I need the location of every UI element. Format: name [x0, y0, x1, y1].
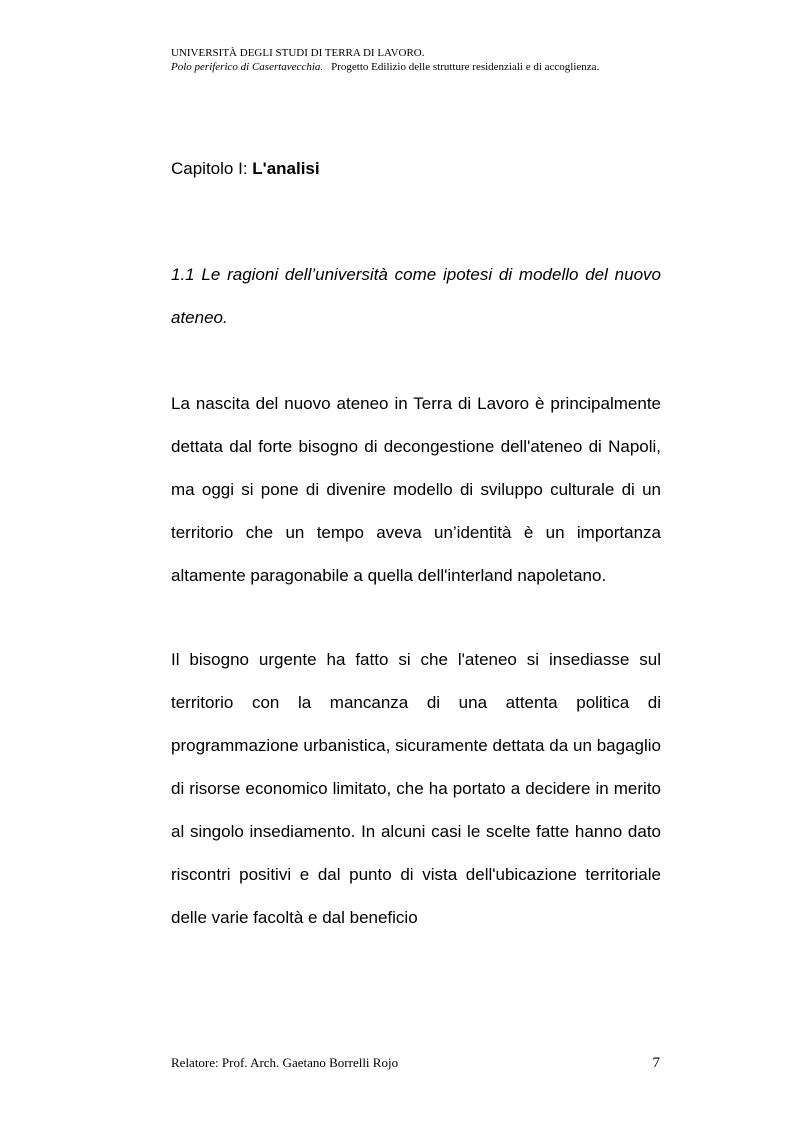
header-campus: Polo periferico di Casertavecchia. [171, 61, 324, 73]
chapter-title: L'analisi [252, 159, 320, 178]
chapter-heading [171, 158, 320, 180]
page-number: 7 [652, 1055, 660, 1071]
header-project: Progetto Edilizio delle strutture residenziali e di accoglienza. [331, 61, 600, 73]
section-title: 1.1 Le ragioni dell’università come ipotesi di modello del nuovo ateneo. [171, 265, 661, 327]
footer-supervisor: Relatore: Prof. Arch. Gaetano Borrelli Rojo [171, 1055, 399, 1070]
chapter-prefix: Capitolo I: [171, 159, 253, 178]
paragraph-1: La nascita del nuovo ateneo in Terra di Lavoro è principalmente dettata dal forte bisogno di decongestione dell'ateneo di Napoli, ma oggi si pone di divenire modello di sviluppo culturale di un territorio che un tempo aveva un’identità è un importanza altamente paragonabile a quella dell'interland napoletano. [171, 394, 661, 585]
page-header [171, 46, 599, 74]
paragraph-2: Il bisogno urgente ha fatto si che l'ateneo si insediasse sul territorio con la mancanza di una attenta politica di programmazione urbanistica, sicuramente dettata da un bagaglio di risorse economico limitato, che ha portato a decidere in merito al singolo insediamento. In alcuni casi le scelte fatte hanno dato riscontri positivi e dal punto di vista dell'ubicazione territoriale delle varie facoltà e dal beneficio [171, 650, 661, 927]
header-subtitle [171, 60, 599, 74]
header-institution: UNIVERSITÀ DEGLI STUDI DI TERRA DI LAVORO. [171, 47, 425, 59]
